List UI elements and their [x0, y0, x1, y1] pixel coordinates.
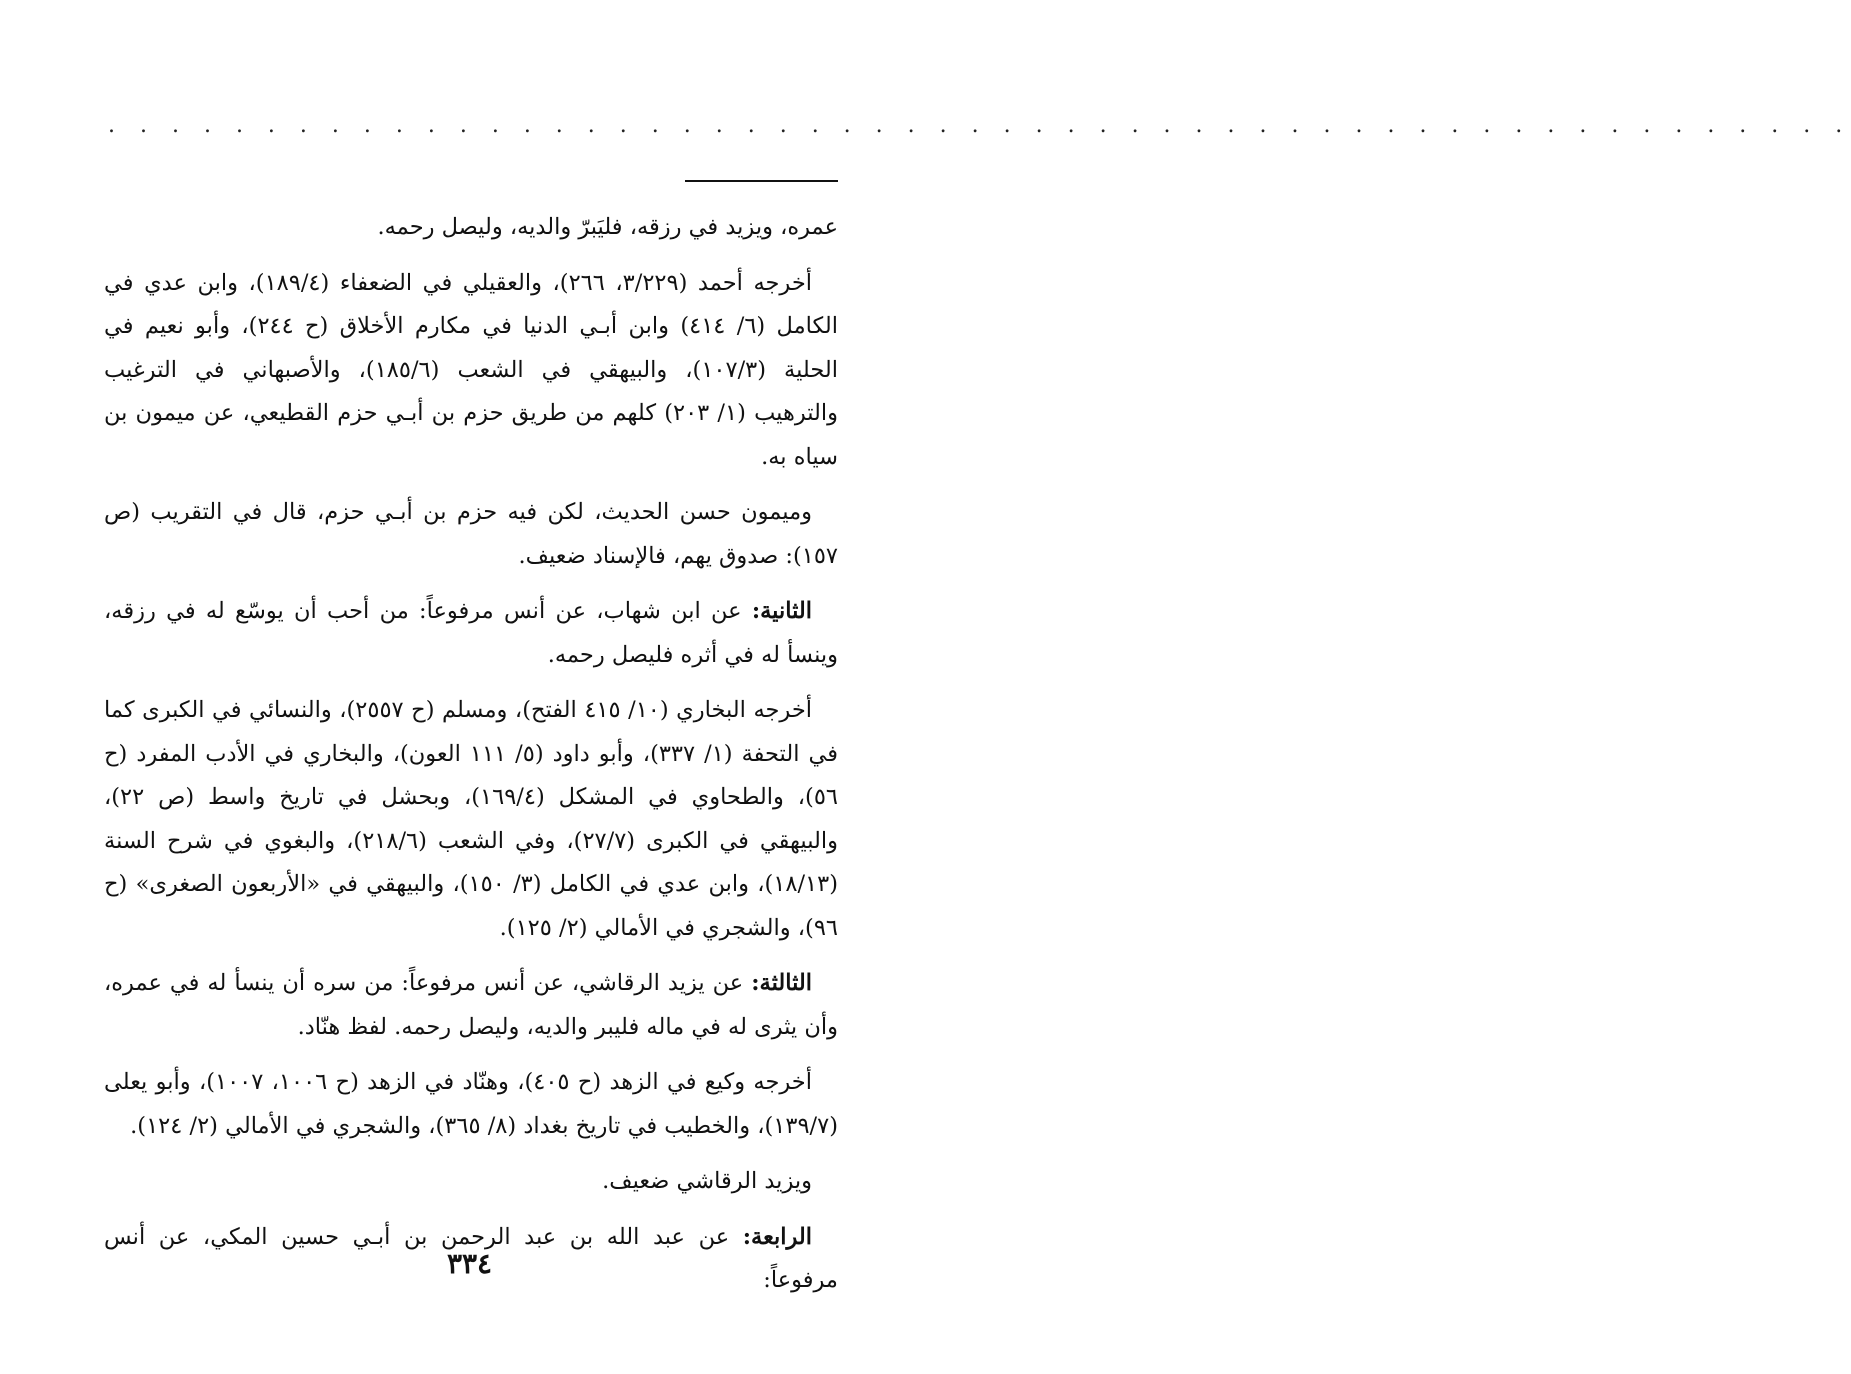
paragraph-text: وميمون حسن الحديث، لكن فيه حزم بن أبـي حزم، قال في التقريب (ص ١٥٧): صدوق يهم، فالإسناد ضعيف.: [104, 499, 838, 569]
paragraph-grading-3: [104, 1160, 838, 1204]
footnote-rule: [685, 180, 838, 182]
paragraph-text: عن عبد الله بن عبد الرحمن بن أبـي حسين المكي، عن أنس مرفوعاً:: [104, 1223, 838, 1293]
paragraph-grading-1: [104, 491, 838, 578]
paragraph-text: أخرجه البخاري (١٠/ ٤١٥ الفتح)، ومسلم (ح ٢٥٥٧)، والنسائي في الكبرى كما في التحفة (١/ ٣٣٧)، وأبو داود (٥/ ١١١ العون)، والبخاري في الأدب المفرد (ح ٥٦)، والطحاوي في المشكل (١٦٩/٤)، وبحشل في تاريخ واسط (ص ٢٢)، والبيهقي في الكبرى (٢٧/٧)، وفي الشعب (٢١٨/٦)، والبغوي في شرح السنة (١٨/١٣)، وابن عدي في الكامل (٣/ ١٥٠)، والبيهقي في «الأربعون الصغرى» (ح ٩٦)، والشجري في الأمالي (٢/ ١٢٥).: [104, 697, 838, 941]
paragraph-third-narration: [104, 962, 838, 1049]
paragraph-text: عمره، ويزيد في رزقه، فليَبرّ والديه، وليصل رحمه.: [377, 214, 838, 240]
paragraph-text: عن يزيد الرقاشي، عن أنس مرفوعاً: من سره أن ينسأ له في عمره، وأن يثرى له في ماله فليبر والديه، وليصل رحمه. لفظ هنّاد.: [104, 970, 838, 1040]
paragraph-lead-label: الرابعة:: [742, 1223, 812, 1250]
paragraph-text: أخرجه وكيع في الزهد (ح ٤٠٥)، وهنّاد في الزهد (ح ١٠٠٦، ١٠٠٧)، وأبو يعلى (١٣٩/٧)، والخطيب في تاريخ بغداد (٨/ ٣٦٥)، والشجري في الأمالي (٢/ ١٢٤).: [104, 1069, 838, 1139]
paragraph-second-narration: [104, 590, 838, 677]
paragraph-text: عن ابن شهاب، عن أنس مرفوعاً: من أحب أن يوسّع له في رزقه، وينسأ له في أثره فليصل رحمه.: [104, 598, 838, 668]
paragraph-text: ويزيد الرقاشي ضعيف.: [602, 1168, 812, 1194]
page-body: [104, 206, 838, 1315]
dotted-separator: . . . . . . . . . . . . . . . . . . . . . . . . . . . . . . . . . . . . . . . . . . . . . . . . . . . . . . .: [108, 113, 1851, 138]
paragraph-takhrij-2: [104, 689, 838, 950]
paragraph-takhrij-3: [104, 1061, 838, 1148]
paragraph-lead-label: الثانية:: [751, 598, 812, 624]
paragraph-continuation: [104, 206, 838, 250]
page-number: ٣٣٤: [446, 1247, 493, 1280]
paragraph-takhrij-1: [104, 262, 838, 480]
paragraph-lead-label: الثالثة:: [751, 970, 812, 996]
paragraph-text: أخرجه أحمد (٣/٢٢٩، ٢٦٦)، والعقيلي في الضعفاء (١٨٩/٤)، وابن عدي في الكامل (٦/ ٤١٤) وابن أبـي الدنيا في مكارم الأخلاق (ح ٢٤٤)، وأبو نعيم في الحلية (١٠٧/٣)، والبيهقي في الشعب (١٨٥/٦)، والأصبهاني في الترغيب والترهيب (١/ ٢٠٣) كلهم من طريق حزم بن أبـي حزم القطيعي، عن ميمون بن سياه به.: [104, 269, 839, 470]
